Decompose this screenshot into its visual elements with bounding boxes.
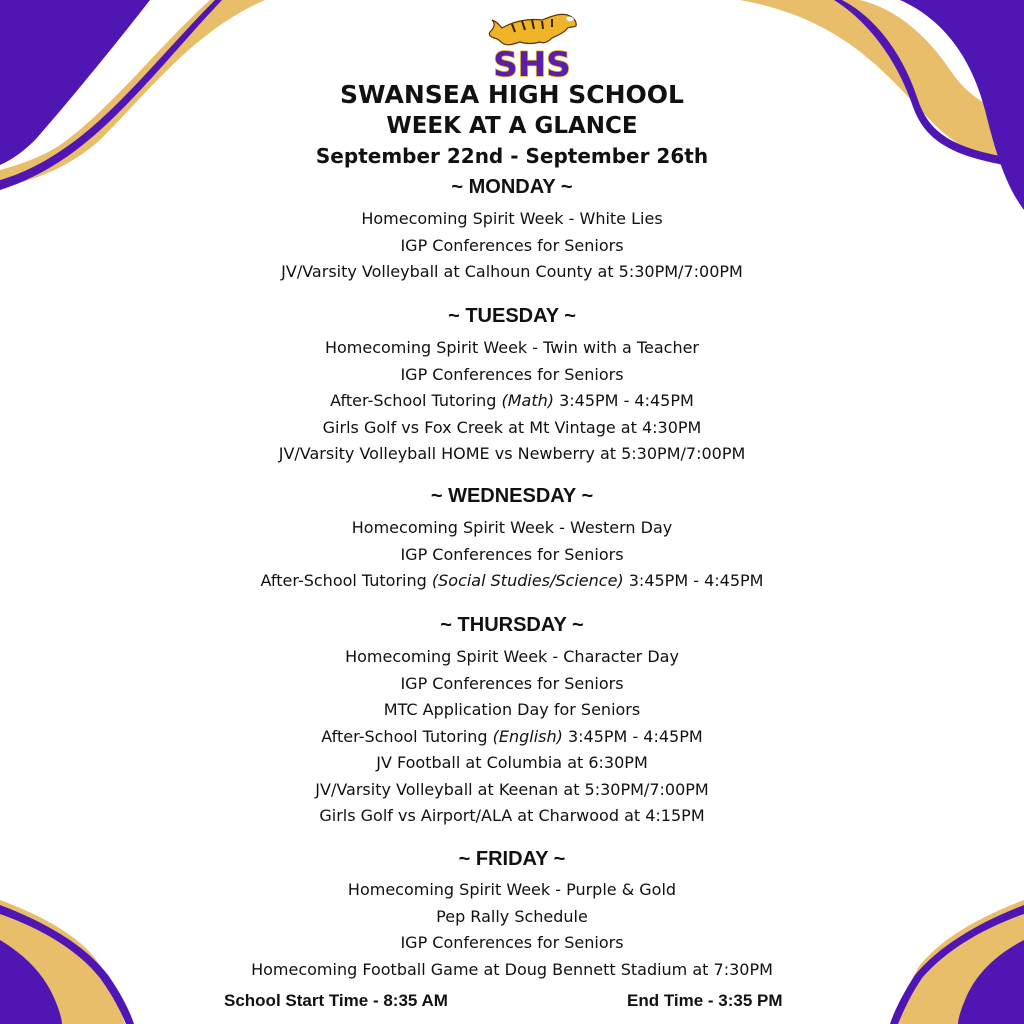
event-item: Homecoming Spirit Week - Character Day	[345, 647, 679, 666]
event-item: Homecoming Spirit Week - Purple & Gold	[347, 880, 677, 899]
event-item: IGP Conferences for Seniors	[400, 364, 624, 384]
event-subject: (English)	[492, 726, 563, 746]
day-heading-monday: ~ MONDAY ~	[451, 176, 573, 198]
day-heading-tuesday: ~ TUESDAY ~	[448, 305, 576, 327]
event-item	[0, 568, 1024, 595]
event-subject: (Math)	[501, 391, 555, 410]
event-item: Girls Golf vs Fox Creek at Mt Vintage at 4:30PM	[322, 417, 702, 437]
school-end-time: End Time - 3:35 PM	[627, 991, 783, 1010]
event-item	[0, 388, 1024, 415]
event-item: JV Football at Columbia at 6:30PM	[376, 753, 648, 772]
event-subject: (Social Studies/Science)	[431, 571, 624, 590]
school-name: SWANSEA HIGH SCHOOL	[340, 80, 684, 109]
event-time: 3:45PM - 4:45PM	[554, 391, 694, 410]
school-logo	[482, 2, 582, 80]
event-text: After-School Tutoring	[260, 571, 432, 590]
page-subtitle: WEEK AT A GLANCE	[386, 113, 638, 139]
event-time: 3:45PM - 4:45PM	[562, 726, 703, 746]
logo-text: SHS	[493, 45, 571, 80]
events-friday	[0, 877, 1024, 983]
school-start-time: School Start Time - 8:35 AM	[224, 991, 448, 1010]
event-item: IGP Conferences for Seniors	[400, 933, 624, 952]
event-item: JV/Varsity Volleyball HOME vs Newberry at 5:30PM/7:00PM	[278, 444, 746, 463]
event-item: Pep Rally Schedule	[436, 906, 588, 926]
event-item: JV/Varsity Volleyball at Calhoun County at 5:30PM/7:00PM	[281, 262, 743, 281]
event-item: Homecoming Football Game at Doug Bennett Stadium at 7:30PM	[251, 959, 773, 979]
event-item: Homecoming Spirit Week - Twin with a Teacher	[324, 338, 700, 357]
event-item: IGP Conferences for Seniors	[400, 235, 624, 255]
day-heading-wednesday: ~ WEDNESDAY ~	[430, 485, 594, 507]
events-wednesday	[0, 515, 1024, 595]
event-item: IGP Conferences for Seniors	[400, 544, 624, 564]
day-heading-thursday: ~ THURSDAY ~	[440, 614, 584, 636]
day-heading-friday: ~ FRIDAY ~	[458, 848, 566, 870]
event-time: 3:45PM - 4:45PM	[623, 571, 764, 590]
event-item: Homecoming Spirit Week - Western Day	[351, 518, 673, 537]
event-text: After-School Tutoring	[330, 391, 502, 410]
events-thursday	[0, 644, 1024, 830]
date-range: September 22nd - September 26th	[315, 144, 709, 168]
event-item: JV/Varsity Volleyball at Keenan at 5:30PM/7:00PM	[315, 779, 709, 799]
event-item	[0, 724, 1024, 751]
event-item: MTC Application Day for Seniors	[383, 700, 641, 719]
event-item: Homecoming Spirit Week - White Lies	[361, 209, 663, 228]
tiger-icon	[489, 14, 576, 44]
events-monday	[0, 206, 1024, 286]
event-item: IGP Conferences for Seniors	[400, 673, 624, 693]
event-text: After-School Tutoring	[321, 726, 493, 746]
event-item: Girls Golf vs Airport/ALA at Charwood at 4:15PM	[319, 806, 705, 825]
events-tuesday	[0, 335, 1024, 468]
